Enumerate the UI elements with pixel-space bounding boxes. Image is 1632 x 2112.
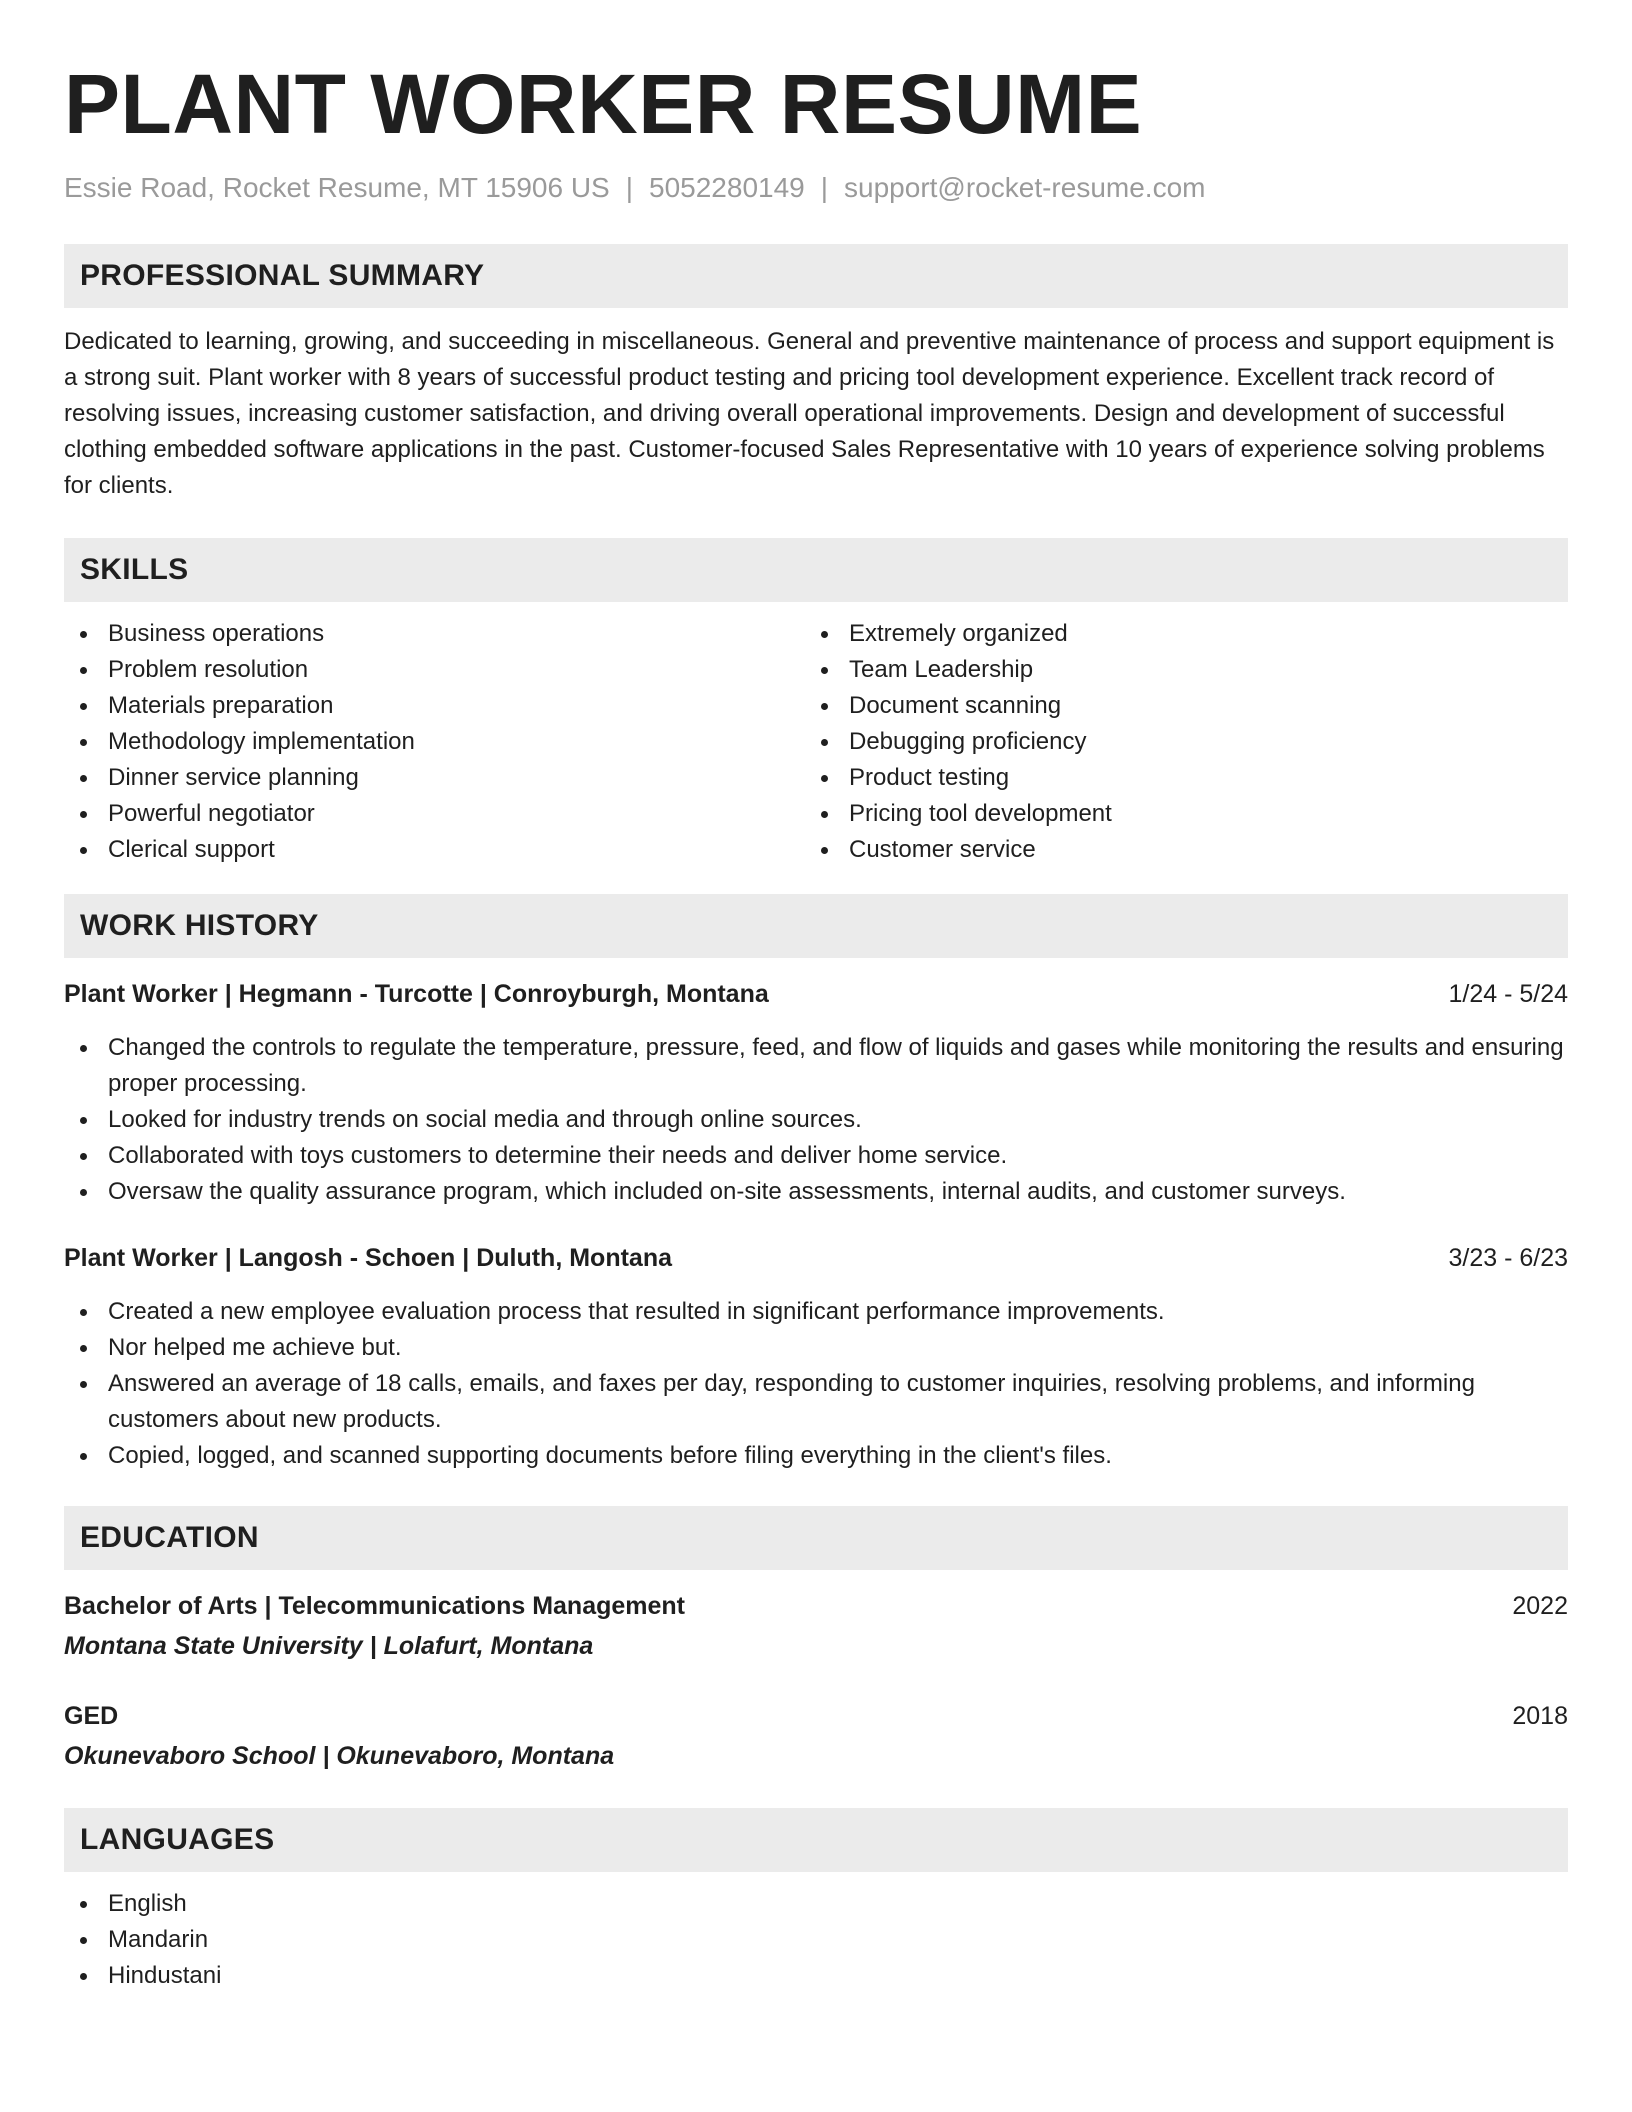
skill-item: Problem resolution	[64, 652, 805, 688]
job-entry	[64, 976, 1568, 1210]
skill-item: Powerful negotiator	[64, 796, 805, 832]
job-bullet: Copied, logged, and scanned supporting documents before filing everything in the client's files.	[64, 1438, 1568, 1474]
job-bullet: Oversaw the quality assurance program, which included on-site assessments, internal audits, and customer surveys.	[64, 1174, 1568, 1210]
education-school: Okunevaboro School | Okunevaboro, Montana	[64, 1742, 615, 1770]
skill-item: Extremely organized	[805, 616, 1546, 652]
languages-heading: LANGUAGES	[64, 1808, 1568, 1872]
job-bullet: Created a new employee evaluation process that resulted in significant performance improvements.	[64, 1294, 1568, 1330]
summary-text: Dedicated to learning, growing, and succeeding in miscellaneous. General and preventive maintenance of process and support equipment is a strong suit. Plant worker with 8 years of successful product testing and pricing tool development experience. Excellent track record of resolving issues, increasing customer satisfaction, and driving overall operational improvements. Design and development of successful clothing embedded software applications in the past. Customer-focused Sales Representative with 10 years of experience solving problems for clients.	[64, 328, 1555, 499]
summary-heading: PROFESSIONAL SUMMARY	[64, 244, 1568, 308]
job-bullets	[64, 1294, 1568, 1474]
job-header	[64, 976, 1568, 1012]
job-bullet: Changed the controls to regulate the temperature, pressure, feed, and flow of liquids and gases while monitoring the results and ensuring proper processing.	[64, 1030, 1568, 1102]
education-entry	[64, 1698, 1568, 1774]
education-year: 2022	[1512, 1592, 1568, 1620]
skills-list-right	[805, 616, 1546, 868]
contact-email: support@rocket-resume.com	[844, 172, 1206, 203]
skill-item: Customer service	[805, 832, 1546, 868]
skills-grid	[64, 616, 1568, 868]
work-section	[64, 894, 1568, 1474]
language-item: Hindustani	[64, 1958, 1568, 1994]
skills-heading: SKILLS	[64, 538, 1568, 602]
skills-list-left	[64, 616, 805, 868]
skill-item: Dinner service planning	[64, 760, 805, 796]
education-school: Montana State University | Lolafurt, Montana	[64, 1632, 594, 1660]
skill-item: Document scanning	[805, 688, 1546, 724]
contact-separator: |	[820, 172, 829, 203]
education-header	[64, 1588, 1568, 1624]
education-header	[64, 1698, 1568, 1734]
job-entry	[64, 1240, 1568, 1474]
skill-item: Business operations	[64, 616, 805, 652]
job-title: Plant Worker | Langosh - Schoen | Duluth, Montana	[64, 1244, 672, 1272]
job-header	[64, 1240, 1568, 1276]
job-bullet: Looked for industry trends on social media and through online sources.	[64, 1102, 1568, 1138]
summary-section	[64, 244, 1568, 504]
skill-item: Product testing	[805, 760, 1546, 796]
language-item: Mandarin	[64, 1922, 1568, 1958]
job-dates: 1/24 - 5/24	[1448, 980, 1568, 1008]
languages-list	[64, 1886, 1568, 1994]
skill-item: Team Leadership	[805, 652, 1546, 688]
contact-phone: 5052280149	[649, 172, 805, 203]
contact-separator: |	[625, 172, 634, 203]
contact-line	[64, 170, 1568, 206]
skill-item: Methodology implementation	[64, 724, 805, 760]
work-heading: WORK HISTORY	[64, 894, 1568, 958]
skill-item: Clerical support	[64, 832, 805, 868]
skill-item: Debugging proficiency	[805, 724, 1546, 760]
contact-address: Essie Road, Rocket Resume, MT 15906 US	[64, 172, 610, 203]
languages-section	[64, 1808, 1568, 1994]
education-year: 2018	[1512, 1702, 1568, 1730]
education-section	[64, 1506, 1568, 1774]
language-item: English	[64, 1886, 1568, 1922]
job-bullet: Collaborated with toys customers to determine their needs and deliver home service.	[64, 1138, 1568, 1174]
job-bullet: Nor helped me achieve but.	[64, 1330, 1568, 1366]
job-bullet: Answered an average of 18 calls, emails, and faxes per day, responding to customer inquiries, resolving problems, and informing customers about new products.	[64, 1366, 1568, 1438]
education-degree: Bachelor of Arts | Telecommunications Management	[64, 1592, 686, 1620]
education-heading: EDUCATION	[64, 1506, 1568, 1570]
skill-item: Materials preparation	[64, 688, 805, 724]
skills-section	[64, 538, 1568, 868]
education-entry	[64, 1588, 1568, 1664]
resume-title: PLANT WORKER RESUME	[64, 57, 1143, 151]
education-degree: GED	[64, 1702, 119, 1730]
job-dates: 3/23 - 6/23	[1448, 1244, 1568, 1272]
job-title: Plant Worker | Hegmann - Turcotte | Conroyburgh, Montana	[64, 980, 769, 1008]
skill-item: Pricing tool development	[805, 796, 1546, 832]
job-bullets	[64, 1030, 1568, 1210]
